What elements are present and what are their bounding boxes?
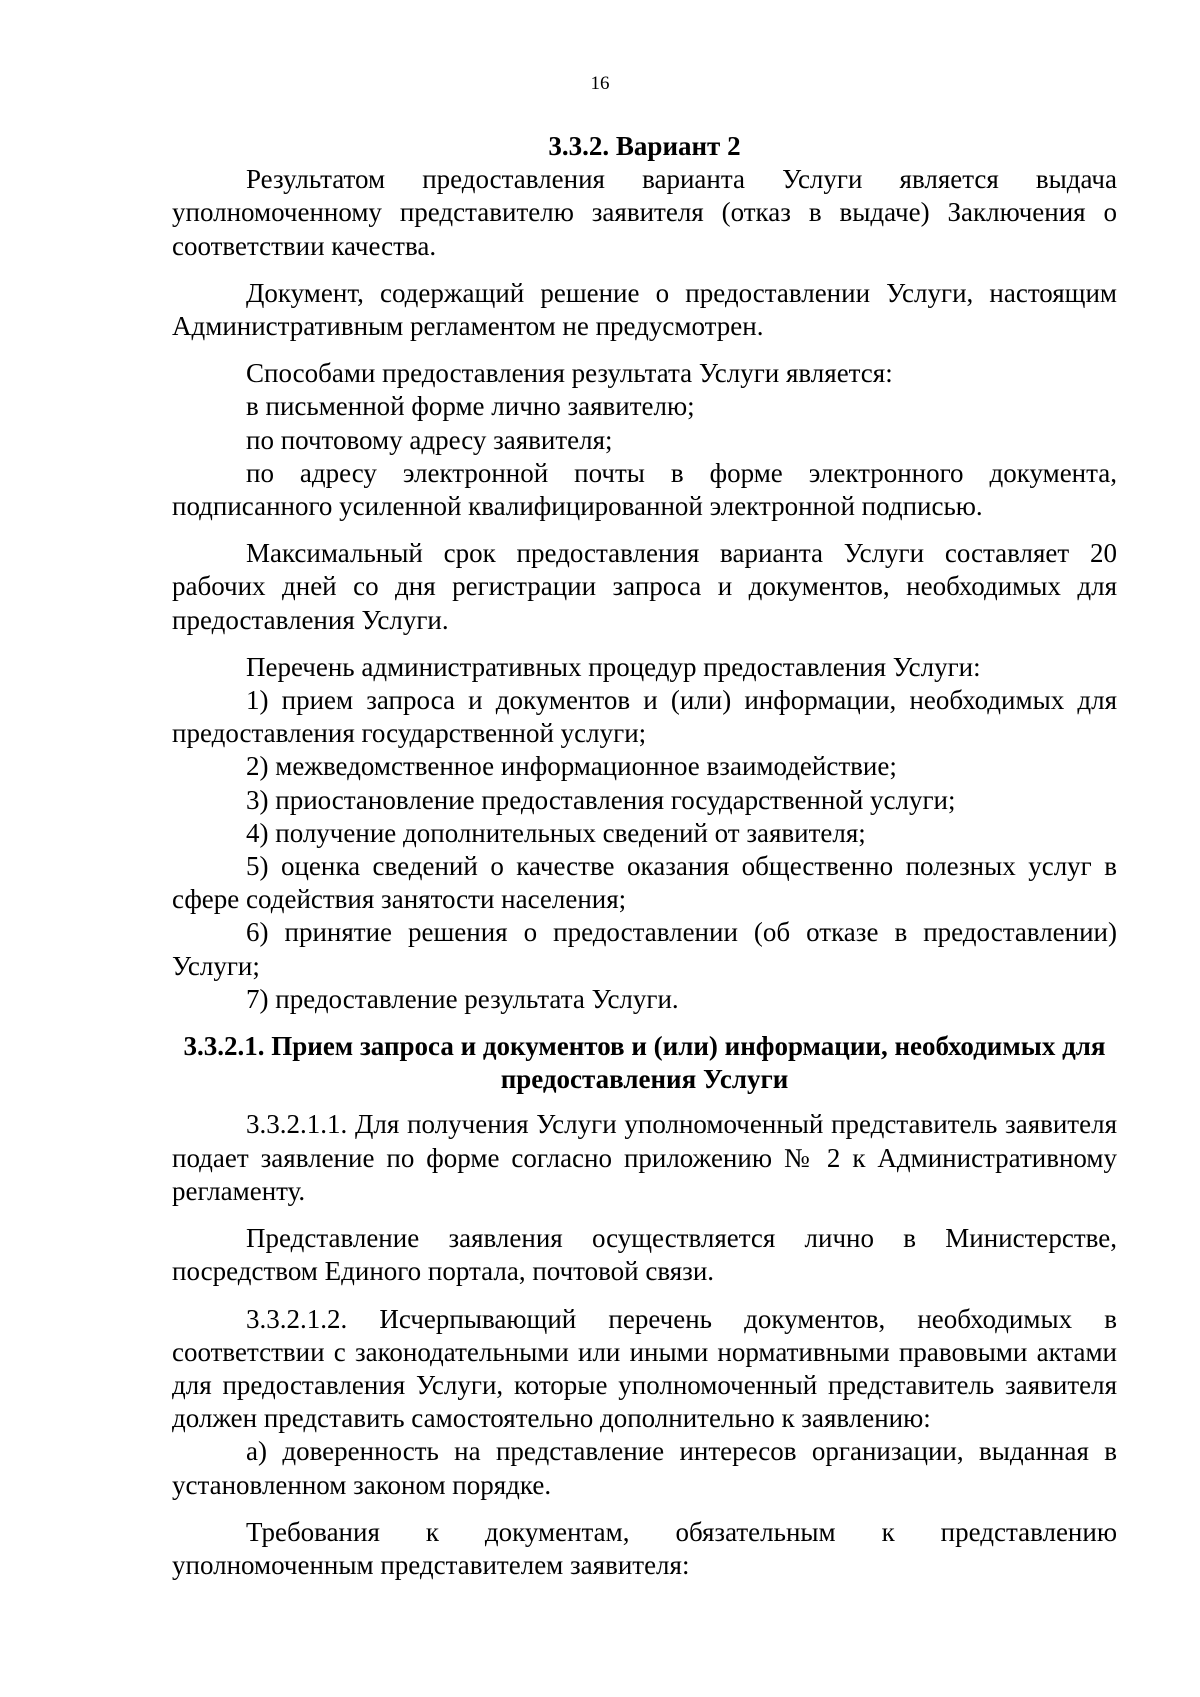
list-item-delivery-email: по адресу электронной почты в форме электронного документа, подписанного усиленной квалифицированной электронной подписью. (172, 457, 1117, 522)
list-item-procedure-3: 3) приостановление предоставления государственной услуги; (246, 784, 956, 815)
paragraph-max-term: Максимальный срок предоставления варианта Услуги составляет 20 рабочих дней со дня регистрации запроса и документов, необходимых для предоставления Услуги. (172, 538, 1117, 635)
page-number: 16 (590, 73, 610, 94)
list-item-procedure-1: 1) прием запроса и документов и (или) информации, необходимых для предоставления государственной услуги; (172, 685, 1117, 749)
list-item-delivery-post: по почтовому адресу заявителя; (246, 424, 613, 455)
paragraph-procedures-list: Перечень административных процедур предоставления Услуги: (246, 651, 981, 682)
list-item-procedure-4: 4) получение дополнительных сведений от заявителя; (246, 817, 866, 848)
subsection-heading-3-3-2-1: 3.3.2.1. Прием запроса и документов и (или) информации, необходимых для предоставления Услуги (183, 1031, 1106, 1095)
document-body (172, 130, 1117, 1582)
section-heading-variant-2: 3.3.2. Вариант 2 (548, 131, 741, 161)
paragraph-delivery-methods: Способами предоставления результата Услуги является: (246, 358, 893, 389)
list-item-procedure-5: 5) оценка сведений о качестве оказания общественно полезных услуг в сфере содействия занятости населения; (172, 851, 1117, 915)
paragraph-3-3-2-1-2: 3.3.2.1.2. Исчерпывающий перечень документов, необходимых в соответствии с законодательными или иными нормативными правовыми актами для предоставления Услуги, которые уполномоченный представитель заявителя должен представить самостоятельно дополнительно к заявлению: (172, 1303, 1117, 1434)
list-item-procedure-7: 7) предоставление результата Услуги. (246, 983, 679, 1014)
paragraph-document-requirements: Требования к документам, обязательным к представлению уполномоченным представителем заявителя: (172, 1516, 1117, 1580)
paragraph-submission-methods: Представление заявления осуществляется лично в Министерстве, посредством Единого портала, почтовой связи. (172, 1223, 1117, 1287)
list-item-procedure-2: 2) межведомственное информационное взаимодействие; (246, 751, 897, 782)
paragraph-3-3-2-1-1: 3.3.2.1.1. Для получения Услуги уполномоченный представитель заявителя подает заявление по форме согласно приложению № 2 к Административному регламенту. (172, 1109, 1117, 1206)
list-item-procedure-6: 6) принятие решения о предоставлении (об отказе в предоставлении) Услуги; (172, 917, 1117, 981)
list-item-power-of-attorney: а) доверенность на представление интересов организации, выданная в установленном законом порядке. (172, 1436, 1117, 1500)
paragraph-decision-document: Документ, содержащий решение о предоставлении Услуги, настоящим Административным регламентом не предусмотрен. (172, 277, 1117, 342)
paragraph-result: Результатом предоставления варианта Услуги является выдача уполномоченному представителю заявителя (отказ в выдаче) Заключения о соответствии качества. (172, 164, 1117, 261)
list-item-delivery-in-person: в письменной форме лично заявителю; (246, 391, 695, 422)
